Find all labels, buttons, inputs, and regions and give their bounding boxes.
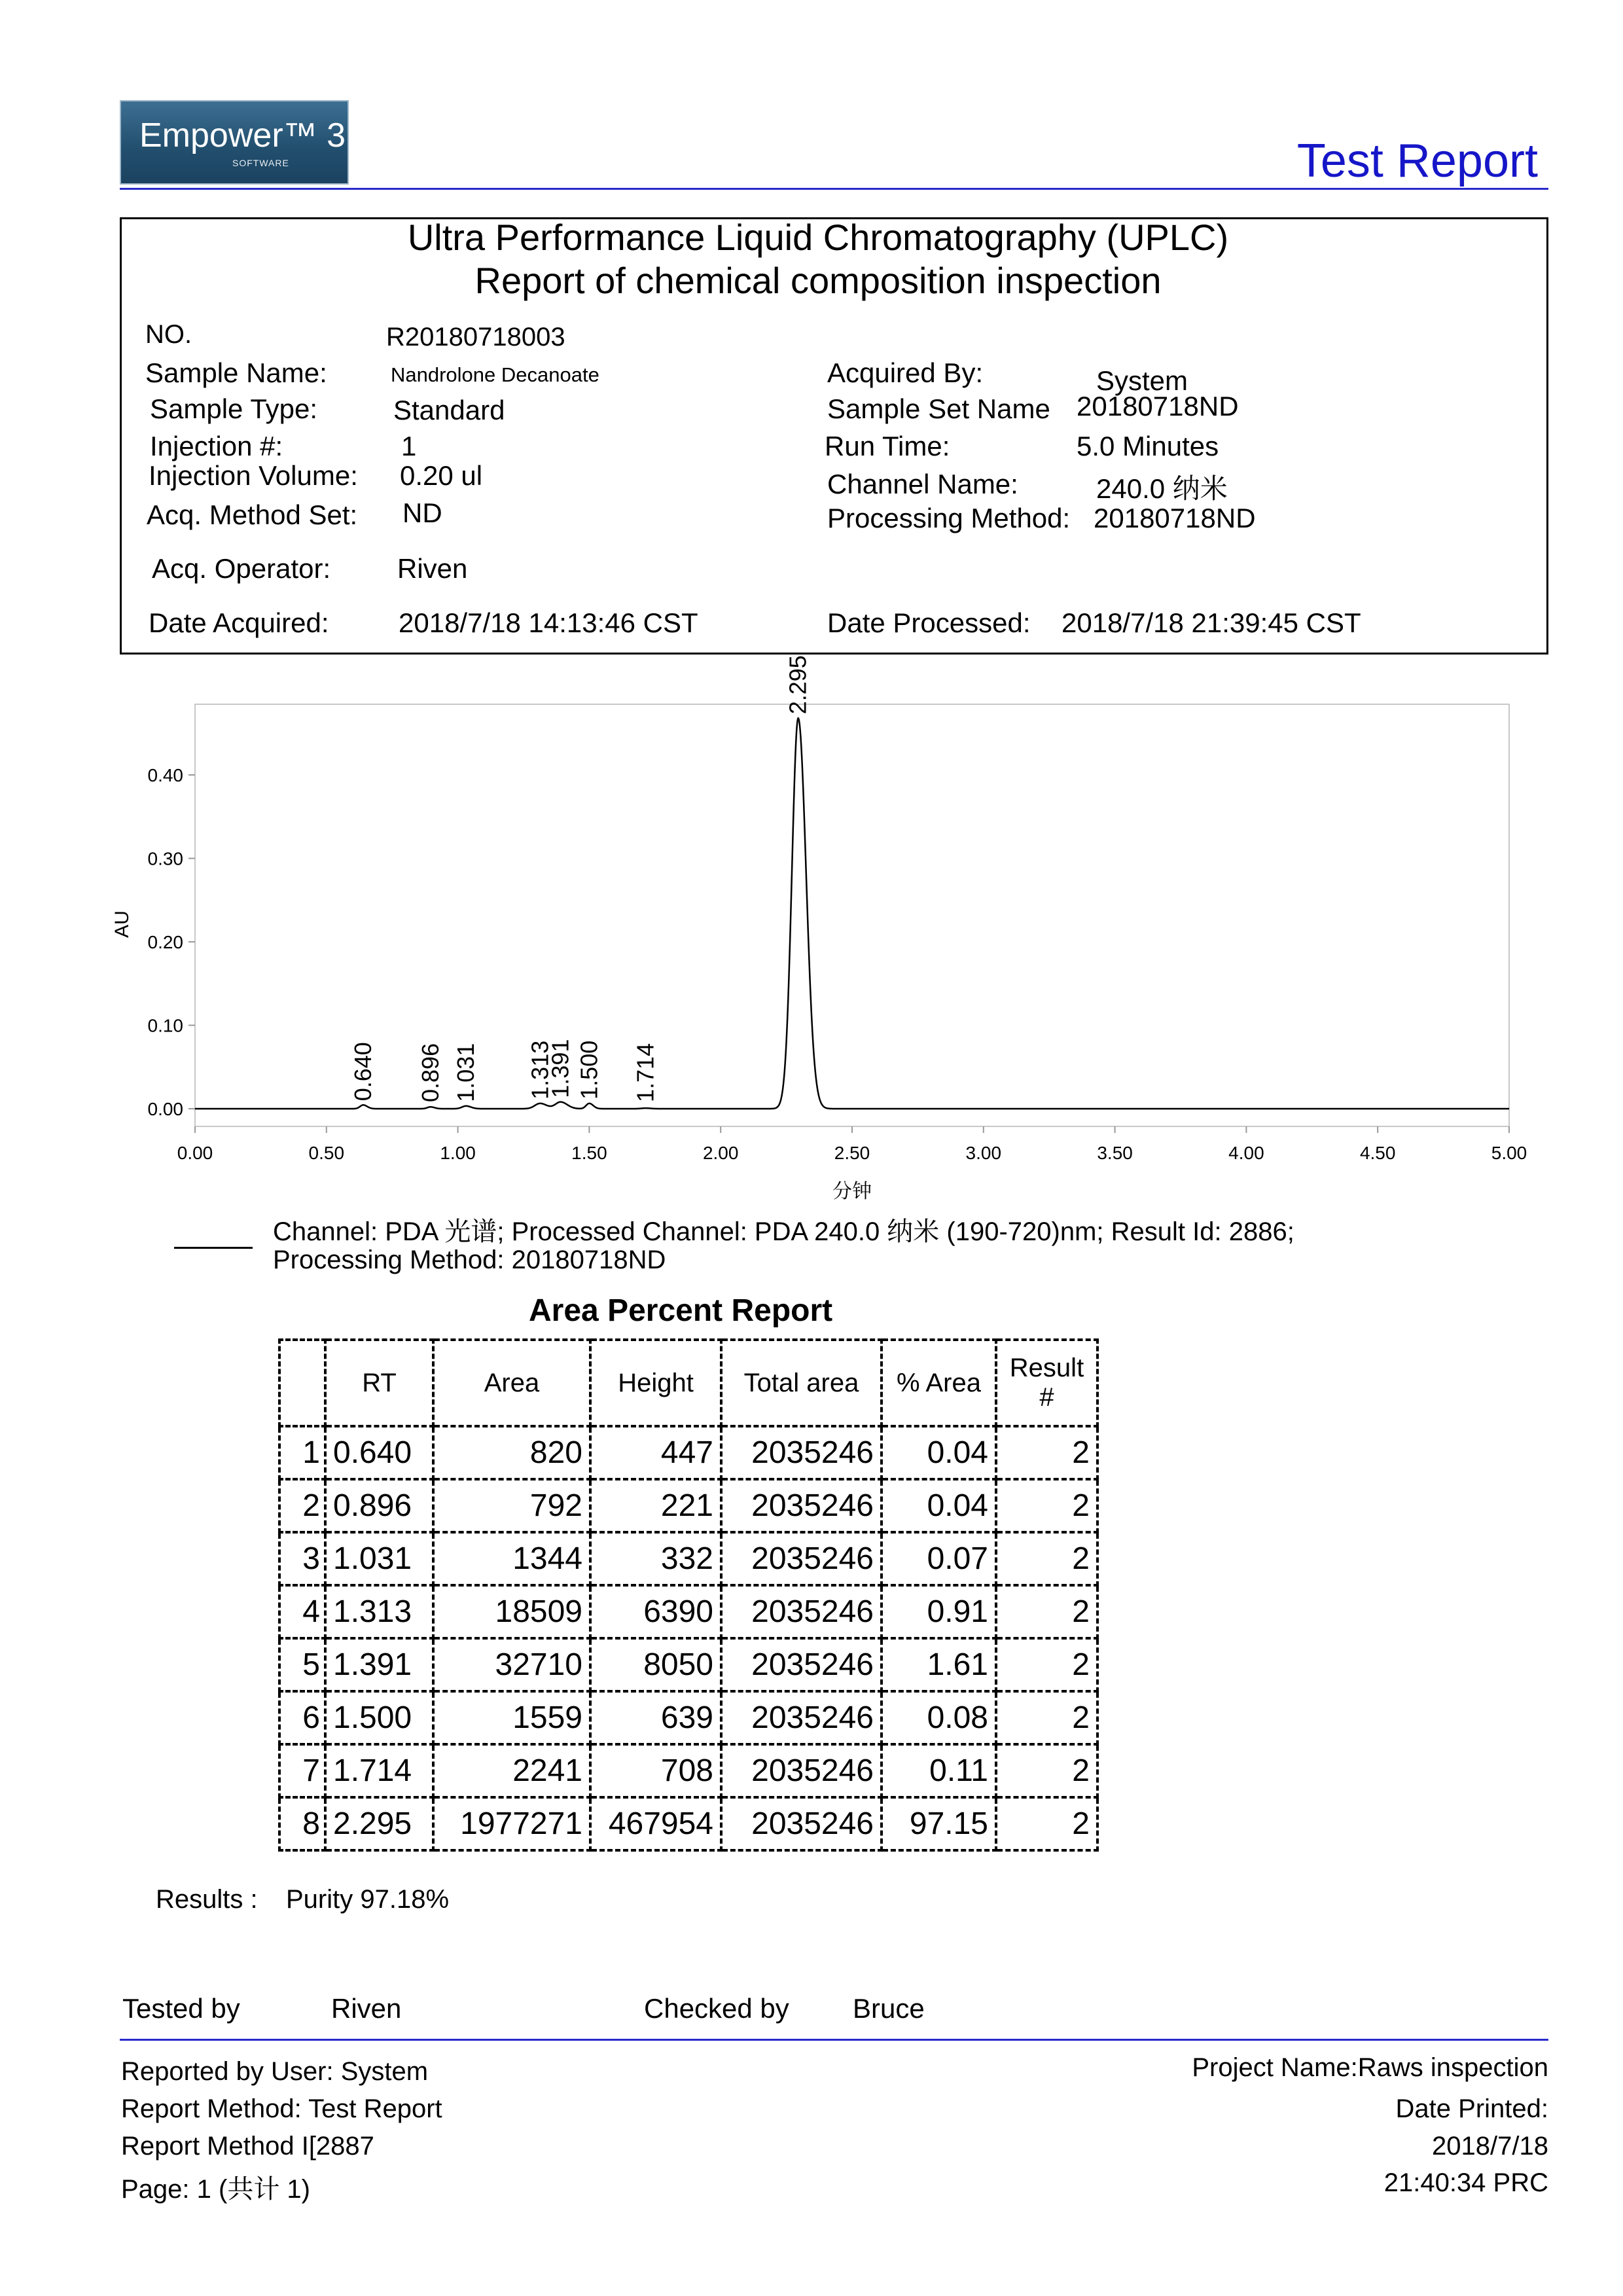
table-cell: 2 (996, 1585, 1097, 1638)
y-axis-label: AU (111, 910, 133, 938)
table-cell: 2 (996, 1479, 1097, 1532)
sample-set-value: 20180718ND (1077, 391, 1239, 422)
peak-label: 1.031 (452, 1043, 480, 1102)
table-header-row (279, 1340, 1097, 1426)
results-label: Results : (156, 1885, 258, 1914)
table-cell: 820 (433, 1426, 590, 1479)
table-cell: 1.391 (325, 1638, 433, 1691)
table-cell: 97.15 (882, 1797, 996, 1850)
x-tick-label: 0.50 (308, 1143, 345, 1163)
table-cell: 2 (996, 1691, 1097, 1744)
chromatogram-trace (195, 718, 1509, 1109)
date-processed-value: 2018/7/18 21:39:45 CST (1061, 607, 1361, 638)
table-header-cell: % Area (882, 1340, 996, 1426)
table-cell: 1.500 (325, 1691, 433, 1744)
table-row (279, 1532, 1097, 1585)
x-axis-ticks (177, 1126, 1527, 1163)
table-cell: 2035246 (721, 1744, 882, 1797)
reported-by: Reported by User: System (121, 2057, 429, 2086)
table-cell: 6 (279, 1691, 325, 1744)
date-processed-label: Date Processed: (827, 607, 1031, 638)
peak-label: 0.896 (416, 1043, 444, 1102)
table-cell: 332 (590, 1532, 721, 1585)
table-row (279, 1691, 1097, 1744)
date-printed-label: Date Printed: (1395, 2094, 1548, 2123)
report-method-id: Report Method I[2887 (121, 2132, 374, 2161)
table-row (279, 1638, 1097, 1691)
logo-text: Empower™ 3 (139, 117, 346, 154)
plot-frame (195, 704, 1509, 1126)
date-acquired-label: Date Acquired: (149, 607, 329, 638)
table-header-cell: RT (325, 1340, 433, 1426)
table-cell: 2035246 (721, 1479, 882, 1532)
no-label: NO. (145, 320, 192, 349)
sample-type-value: Standard (393, 395, 505, 425)
peak-label: 1.500 (575, 1040, 603, 1100)
table-cell: 1344 (433, 1532, 590, 1585)
no-value: R20180718003 (386, 323, 565, 351)
table-row (279, 1744, 1097, 1797)
tested-by-value: Riven (331, 1993, 402, 2024)
x-tick-label: 1.00 (440, 1143, 476, 1163)
processing-method-value: 20180718ND (1094, 503, 1256, 533)
x-tick-label: 3.00 (965, 1143, 1002, 1163)
area-percent-title: Area Percent Report (529, 1293, 833, 1328)
peak-label: 1.391 (546, 1039, 574, 1098)
channel-name-value: 240.0 纳米 (1096, 473, 1228, 504)
table-cell: 2035246 (721, 1797, 882, 1850)
acquired-by-value: System (1096, 365, 1188, 396)
table-cell: 2 (996, 1426, 1097, 1479)
table-header-cell: Total area (721, 1340, 882, 1426)
x-tick-label: 4.50 (1359, 1143, 1396, 1163)
table-cell: 0.896 (325, 1479, 433, 1532)
y-tick-label: 0.20 (147, 932, 183, 952)
y-axis-ticks (148, 765, 196, 1119)
run-time-label: Run Time: (825, 431, 950, 461)
table-cell: 2035246 (721, 1585, 882, 1638)
acq-method-label: Acq. Method Set: (147, 499, 358, 530)
legend-line-swatch (174, 1247, 253, 1249)
table-row (279, 1797, 1097, 1850)
sample-type-label: Sample Type: (150, 393, 318, 424)
report-title: Test Report (1296, 135, 1538, 187)
logo-subtext: SOFTWARE (232, 158, 289, 168)
channel-name-label: Channel Name: (827, 469, 1018, 499)
table-cell: 0.04 (882, 1426, 996, 1479)
table-cell: 8 (279, 1797, 325, 1850)
injection-value: 1 (401, 431, 417, 461)
x-tick-label: 5.00 (1491, 1143, 1527, 1163)
table-cell: 2 (996, 1797, 1097, 1850)
y-tick-label: 0.00 (147, 1099, 183, 1119)
table-cell: 0.08 (882, 1691, 996, 1744)
sample-name-value: Nandrolone Decanoate (391, 363, 599, 386)
table-cell: 1977271 (433, 1797, 590, 1850)
peak-label: 2.295 (784, 655, 812, 715)
date-acquired-value: 2018/7/18 14:13:46 CST (399, 607, 698, 638)
table-header-cell: Result # (996, 1340, 1097, 1426)
table-cell: 708 (590, 1744, 721, 1797)
footer-divider (120, 2039, 1548, 2041)
table-cell: 0.07 (882, 1532, 996, 1585)
date-printed-date: 2018/7/18 (1432, 2132, 1548, 2161)
processing-method-label: Processing Method: (827, 503, 1071, 533)
acq-method-value: ND (402, 497, 442, 528)
acq-operator-value: Riven (397, 553, 468, 584)
page-number: Page: 1 (共计 1) (121, 2175, 311, 2204)
y-tick-label: 0.40 (147, 765, 183, 785)
table-cell: 8050 (590, 1638, 721, 1691)
x-tick-label: 2.50 (834, 1143, 870, 1163)
table-cell: 32710 (433, 1638, 590, 1691)
table-cell: 0.11 (882, 1744, 996, 1797)
x-tick-label: 1.50 (571, 1143, 607, 1163)
injection-volume-label: Injection Volume: (149, 460, 358, 491)
checked-by-value: Bruce (853, 1993, 925, 2024)
table-cell: 0.640 (325, 1426, 433, 1479)
table-cell: 1 (279, 1426, 325, 1479)
table-cell: 4 (279, 1585, 325, 1638)
table-cell: 221 (590, 1479, 721, 1532)
peak-label: 1.714 (632, 1043, 659, 1102)
table-cell: 1.031 (325, 1532, 433, 1585)
y-tick-label: 0.10 (147, 1015, 183, 1036)
table-cell: 447 (590, 1426, 721, 1479)
project-name: Project Name:Raws inspection (1192, 2053, 1548, 2082)
info-title-line1: Ultra Performance Liquid Chromatography (UPLC) (407, 217, 1229, 258)
peak-label: 1.313 (526, 1040, 554, 1100)
table-cell: 1.714 (325, 1744, 433, 1797)
table-row (279, 1585, 1097, 1638)
results-value: Purity 97.18% (286, 1885, 450, 1914)
table-cell: 639 (590, 1691, 721, 1744)
x-axis-label: 分钟 (832, 1181, 872, 1202)
y-tick-label: 0.30 (147, 848, 183, 869)
table-cell: 2035246 (721, 1532, 882, 1585)
table-header-cell: Area (433, 1340, 590, 1426)
table-cell: 0.91 (882, 1585, 996, 1638)
tested-by-label: Tested by (122, 1993, 240, 2024)
table-cell: 2035246 (721, 1638, 882, 1691)
area-percent-table (278, 1338, 1099, 1852)
legend-channel: Channel: PDA 光谱; Processed Channel: PDA 240.0 纳米 (190-720)nm; Result Id: 2886; (273, 1217, 1294, 1246)
table-cell: 1.61 (882, 1638, 996, 1691)
peak-labels (349, 655, 812, 1102)
checked-by-label: Checked by (644, 1993, 789, 2024)
acq-operator-label: Acq. Operator: (152, 553, 331, 584)
x-tick-label: 4.00 (1228, 1143, 1264, 1163)
table-cell: 2 (996, 1638, 1097, 1691)
x-tick-label: 3.50 (1097, 1143, 1133, 1163)
table-header-cell: Height (590, 1340, 721, 1426)
run-time-value: 5.0 Minutes (1077, 431, 1219, 461)
peak-label: 0.640 (349, 1042, 377, 1102)
table-cell: 1.313 (325, 1585, 433, 1638)
sample-name-label: Sample Name: (145, 357, 327, 388)
report-method: Report Method: Test Report (121, 2094, 442, 2123)
table-cell: 2035246 (721, 1691, 882, 1744)
table-cell: 467954 (590, 1797, 721, 1850)
table-row (279, 1479, 1097, 1532)
info-title-line2: Report of chemical composition inspection (474, 260, 1162, 301)
sample-set-label: Sample Set Name (827, 393, 1050, 424)
table-cell: 2.295 (325, 1797, 433, 1850)
table-cell: 2241 (433, 1744, 590, 1797)
table-row (279, 1426, 1097, 1479)
table-header-cell (279, 1340, 325, 1426)
table-cell: 2 (279, 1479, 325, 1532)
table-cell: 2035246 (721, 1426, 882, 1479)
table-cell: 792 (433, 1479, 590, 1532)
injection-volume-value: 0.20 ul (400, 460, 483, 491)
table-cell: 2 (996, 1532, 1097, 1585)
x-tick-label: 0.00 (177, 1143, 213, 1163)
table-cell: 1559 (433, 1691, 590, 1744)
table-cell: 5 (279, 1638, 325, 1691)
date-printed-time: 21:40:34 PRC (1383, 2168, 1548, 2197)
table-cell: 2 (996, 1744, 1097, 1797)
table-cell: 6390 (590, 1585, 721, 1638)
table-cell: 3 (279, 1532, 325, 1585)
table-cell: 0.04 (882, 1479, 996, 1532)
table-cell: 18509 (433, 1585, 590, 1638)
acquired-by-label: Acquired By: (827, 357, 984, 388)
table-cell: 7 (279, 1744, 325, 1797)
injection-label: Injection #: (150, 431, 283, 461)
legend-processing-method: Processing Method: 20180718ND (273, 1246, 666, 1274)
x-tick-label: 2.00 (702, 1143, 739, 1163)
